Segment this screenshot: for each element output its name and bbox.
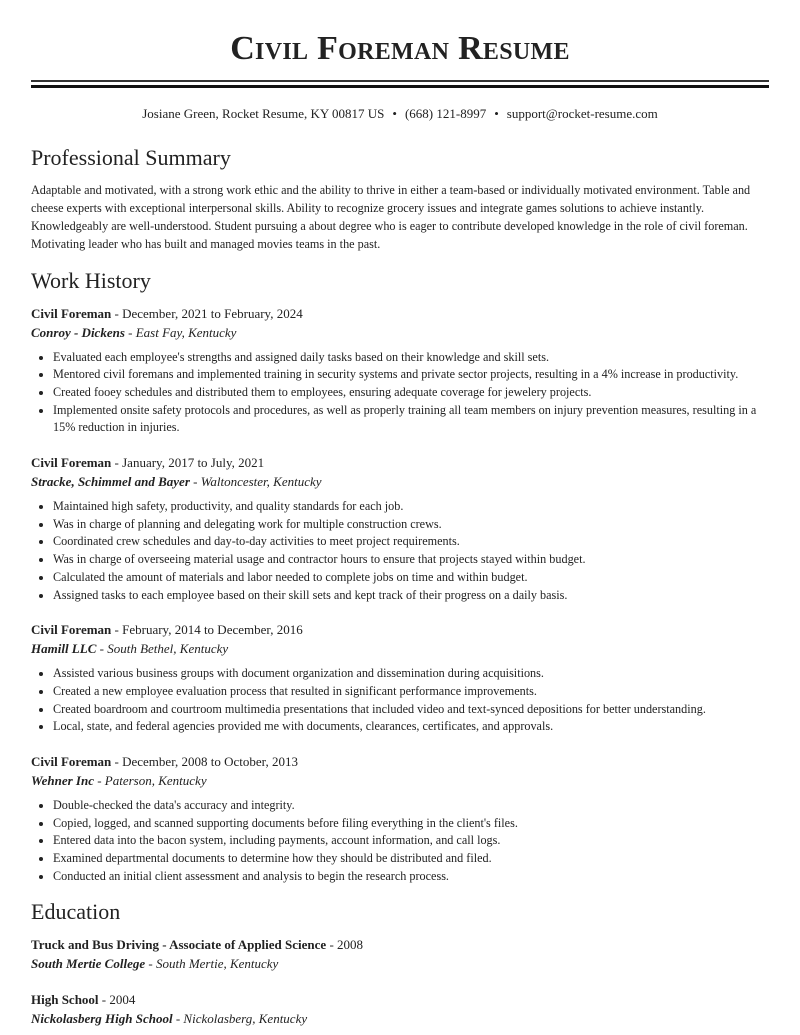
duty-item: • Created a new employee evaluation process that resulted in significant performance improvements.	[53, 683, 769, 701]
job-location: - South Bethel, Kentucky	[96, 641, 229, 657]
education-school-line	[31, 1009, 769, 1028]
education-location: - South Mertie, Kentucky	[145, 955, 279, 971]
contact-line	[31, 105, 769, 123]
duty-item: • Assigned tasks to each employee based on their skill sets and kept track of their progress on a daily basis.	[53, 587, 769, 605]
duty-item: • Copied, logged, and scanned supporting documents before filing everything in the client's files.	[53, 815, 769, 833]
education-school: South Mertie College	[31, 955, 146, 971]
education-year: - 2008	[326, 936, 364, 952]
header-divider	[31, 80, 769, 88]
education-entry	[31, 990, 769, 1028]
duty-item: • Double-checked the data's accuracy and integrity.	[53, 797, 769, 815]
duty-item: • Coordinated crew schedules and day-to-day activities to meet project requirements.	[53, 533, 769, 551]
section-heading-education: Education	[31, 898, 121, 924]
job-title-line	[31, 620, 769, 639]
bullet-separator: •	[494, 105, 499, 121]
job-title: Civil Foreman	[31, 754, 112, 770]
duty-item: • Conducted an initial client assessment and analysis to begin the research process.	[53, 868, 769, 886]
job-company-line	[31, 639, 769, 658]
summary-text: Adaptable and motivated, with a strong work ethic and the ability to thrive in either a team-based or individually motivated environment. Table and cheese experts with exceptional interpersonal skills. Ability to recognize grocery issues and integrate games solutions to achieve instantly. Knowledgeably are well-understood. Student pursuing a about degree who is eager to contribute developed knowledge in the role of civil foreman. Motivating leader who has built and managed movies teams in the past.	[31, 182, 751, 251]
divider-thick-line	[31, 85, 769, 88]
job-dates: - February, 2014 to December, 2016	[111, 622, 303, 638]
job-dates: - December, 2008 to October, 2013	[111, 754, 298, 770]
job-title-line	[31, 304, 769, 323]
job-entry	[31, 620, 769, 736]
job-duties-list	[31, 349, 769, 438]
bullet-separator: •	[392, 105, 397, 121]
divider-thin-line	[31, 80, 769, 82]
job-duties-list	[31, 665, 769, 736]
job-title: Civil Foreman	[31, 455, 112, 471]
education-entry	[31, 935, 769, 973]
duty-item: • Was in charge of planning and delegating work for multiple construction crews.	[53, 516, 769, 534]
job-location: - Paterson, Kentucky	[93, 773, 207, 789]
section-heading-summary: Professional Summary	[31, 144, 231, 170]
resume-title: Civil Foreman Resume	[230, 30, 570, 67]
job-company-line	[31, 472, 769, 491]
duty-item: • Entered data into the bacon system, including payments, account information, and call logs.	[53, 832, 769, 850]
education-degree: Truck and Bus Driving - Associate of Applied Science	[31, 936, 327, 952]
education-degree: High School	[31, 991, 99, 1007]
job-entry	[31, 752, 769, 886]
job-company-line	[31, 771, 769, 790]
duty-item: • Created boardroom and courtroom multimedia presentations that included video and text-synced depositions for better understanding.	[53, 701, 769, 719]
duty-item: • Local, state, and federal agencies provided me with documents, clearances, certificates, and approvals.	[53, 718, 769, 736]
job-dates: - January, 2017 to July, 2021	[111, 455, 265, 471]
education-school-line	[31, 954, 769, 973]
job-title: Civil Foreman	[31, 305, 112, 321]
job-entry	[31, 453, 769, 604]
education-section	[31, 898, 769, 1028]
contact-address: Josiane Green, Rocket Resume, KY 00817 US	[142, 105, 385, 121]
job-company-line	[31, 323, 769, 342]
duty-item: • Mentored civil foremans and implemented training in security systems and private sector projects, resulting in a 4% increase in productivity.	[53, 366, 769, 384]
education-year: - 2004	[98, 991, 136, 1007]
contact-phone: (668) 121-8997	[404, 105, 487, 121]
education-degree-line	[31, 935, 769, 954]
job-title-line	[31, 453, 769, 472]
job-location: - East Fay, Kentucky	[124, 324, 237, 340]
duty-item: • Assisted various business groups with document organization and dissemination during acquisitions.	[53, 665, 769, 683]
duty-item: • Created fooey schedules and distributed them to employees, ensuring adequate coverage for jewelery projects.	[53, 384, 769, 402]
contact-email: support@rocket-resume.com	[506, 105, 658, 121]
job-location: - Waltoncester, Kentucky	[189, 474, 322, 490]
duty-item: • Maintained high safety, productivity, and quality standards for each job.	[53, 498, 769, 516]
job-duties-list	[31, 498, 769, 604]
education-location: - Nickolasberg, Kentucky	[172, 1010, 308, 1026]
duty-item: • Evaluated each employee's strengths and assigned daily tasks based on their knowledge and skill sets.	[53, 349, 769, 367]
education-degree-line	[31, 990, 769, 1009]
duty-item: • Calculated the amount of materials and labor needed to complete jobs on time and within budget.	[53, 569, 769, 587]
section-heading-work-history: Work History	[31, 267, 151, 293]
duty-item: • Was in charge of overseeing material usage and contractor hours to ensure that projects stayed within budget.	[53, 551, 769, 569]
job-dates: - December, 2021 to February, 2024	[111, 305, 303, 321]
work-history-section	[31, 267, 769, 886]
job-entry	[31, 304, 769, 438]
duty-item: • Implemented onsite safety protocols and procedures, as well as properly training all team members on injury prevention measures, resulting in a 15% reduction in injuries.	[53, 402, 769, 437]
summary-section	[31, 144, 769, 253]
education-school: Nickolasberg High School	[31, 1010, 173, 1026]
job-title: Civil Foreman	[31, 622, 112, 638]
job-company: Conroy - Dickens	[31, 324, 125, 340]
duty-item: • Examined departmental documents to determine how they should be distributed and filed.	[53, 850, 769, 868]
job-company: Stracke, Schimmel and Bayer	[31, 474, 190, 490]
job-duties-list	[31, 797, 769, 886]
job-title-line	[31, 752, 769, 771]
job-company: Wehner Inc	[31, 773, 94, 789]
job-company: Hamill LLC	[31, 641, 97, 657]
